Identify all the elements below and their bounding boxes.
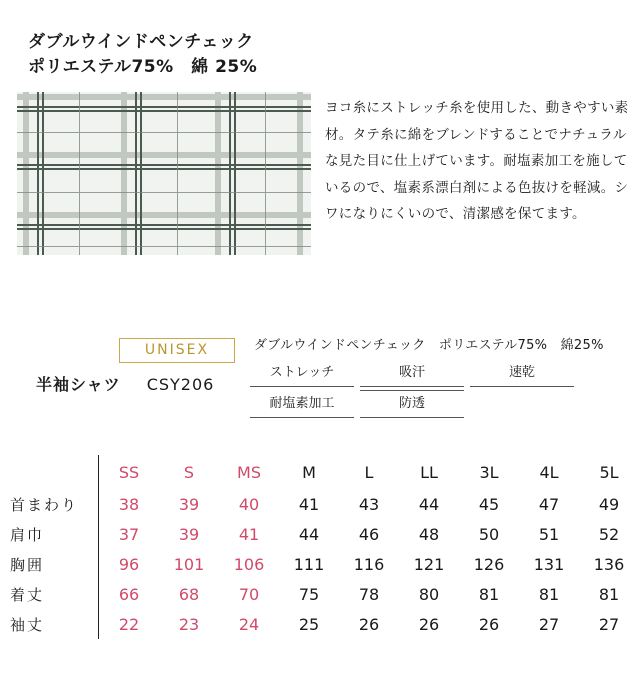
fabric-name: ダブルウインドペンチェック	[28, 32, 254, 52]
table-cell: 45	[478, 494, 500, 514]
table-cell: 101	[173, 554, 205, 574]
size-header: 3L	[479, 462, 499, 482]
feature-stretch	[250, 364, 354, 387]
table-cell: 44	[418, 494, 440, 514]
feature-sweat-absorbing	[360, 364, 464, 391]
size-header-corner	[0, 455, 99, 489]
table-cell: 81	[478, 584, 500, 604]
table-cell: 131	[533, 554, 565, 574]
product-name: 半袖シャツ	[36, 375, 121, 394]
row-label: 着丈	[0, 579, 99, 609]
table-cell: 47	[538, 494, 560, 514]
table-row-shoulder	[0, 519, 639, 549]
table-cell: 70	[238, 584, 260, 604]
table-cell: 136	[593, 554, 625, 574]
fabric-description: ヨコ糸にストレッチ糸を使用した、動きやすい素材。タテ糸に綿をブレンドすることでナチュラルな見た目に仕上げています。耐塩素加工を施しているので、塩素系漂白剤による色抜けを軽減。シワになりにくいので、清潔感を保てます。	[325, 100, 629, 222]
table-cell: 66	[118, 584, 140, 604]
table-cell: 121	[413, 554, 445, 574]
product-title	[36, 372, 214, 395]
row-label: 胸囲	[0, 549, 99, 579]
table-cell: 23	[178, 614, 200, 634]
table-cell: 46	[358, 524, 380, 544]
table-cell: 37	[118, 524, 140, 544]
size-header: 4L	[539, 462, 559, 482]
table-row-neck	[0, 489, 639, 519]
table-cell: 78	[358, 584, 380, 604]
fabric-swatch-image	[17, 92, 311, 255]
table-cell: 50	[478, 524, 500, 544]
feature-label: ストレッチ	[269, 365, 335, 380]
product-code: CSY206	[146, 375, 215, 394]
table-cell: 44	[298, 524, 320, 544]
table-row-sleeve	[0, 609, 639, 639]
table-row-chest	[0, 549, 639, 579]
table-cell: 41	[298, 494, 320, 514]
feature-anti-see-through	[360, 395, 464, 418]
feature-quick-dry	[470, 364, 574, 387]
table-cell: 116	[353, 554, 385, 574]
row-label: 肩巾	[0, 519, 99, 549]
table-cell: 26	[418, 614, 440, 634]
table-cell: 25	[298, 614, 320, 634]
feature-label: 耐塩素加工	[269, 396, 335, 411]
table-cell: 27	[538, 614, 560, 634]
feature-chlorine-resistant	[250, 395, 354, 418]
table-cell: 49	[598, 494, 620, 514]
table-cell: 80	[418, 584, 440, 604]
unisex-badge: UNISEX	[119, 338, 235, 363]
table-cell: 81	[598, 584, 620, 604]
table-cell: 96	[118, 554, 140, 574]
table-cell: 41	[238, 524, 260, 544]
size-table	[0, 455, 639, 639]
size-header: LL	[420, 462, 438, 482]
size-header-row	[0, 455, 639, 489]
size-header: MS	[237, 462, 261, 482]
fabric-composition: ポリエステル75% 綿 25%	[28, 57, 258, 77]
table-row-length	[0, 579, 639, 609]
feature-label: 吸汗	[398, 365, 425, 380]
row-label: 首まわり	[0, 489, 99, 519]
table-cell: 51	[538, 524, 560, 544]
table-cell: 40	[238, 494, 260, 514]
size-header: S	[183, 462, 195, 482]
table-cell: 111	[293, 554, 325, 574]
row-label: 袖丈	[0, 609, 99, 639]
size-header: SS	[118, 462, 140, 482]
size-header: M	[302, 462, 316, 482]
table-cell: 75	[298, 584, 320, 604]
size-header: 5L	[599, 462, 619, 482]
table-cell: 68	[178, 584, 200, 604]
table-cell: 26	[478, 614, 500, 634]
table-cell: 27	[598, 614, 620, 634]
table-cell: 38	[118, 494, 140, 514]
table-cell: 24	[238, 614, 260, 634]
table-cell: 52	[598, 524, 620, 544]
feature-label: 速乾	[508, 365, 535, 380]
product-spec: ダブルウインドペンチェック ポリエステル75% 綿25%	[254, 338, 604, 353]
table-cell: 39	[178, 524, 200, 544]
table-cell: 26	[358, 614, 380, 634]
feature-label: 防透	[398, 396, 425, 411]
table-cell: 22	[118, 614, 140, 634]
table-cell: 43	[358, 494, 380, 514]
table-cell: 106	[233, 554, 265, 574]
table-cell: 48	[418, 524, 440, 544]
table-cell: 39	[178, 494, 200, 514]
table-cell: 81	[538, 584, 560, 604]
table-cell: 126	[473, 554, 505, 574]
fabric-title	[28, 30, 257, 80]
size-header: L	[364, 462, 374, 482]
